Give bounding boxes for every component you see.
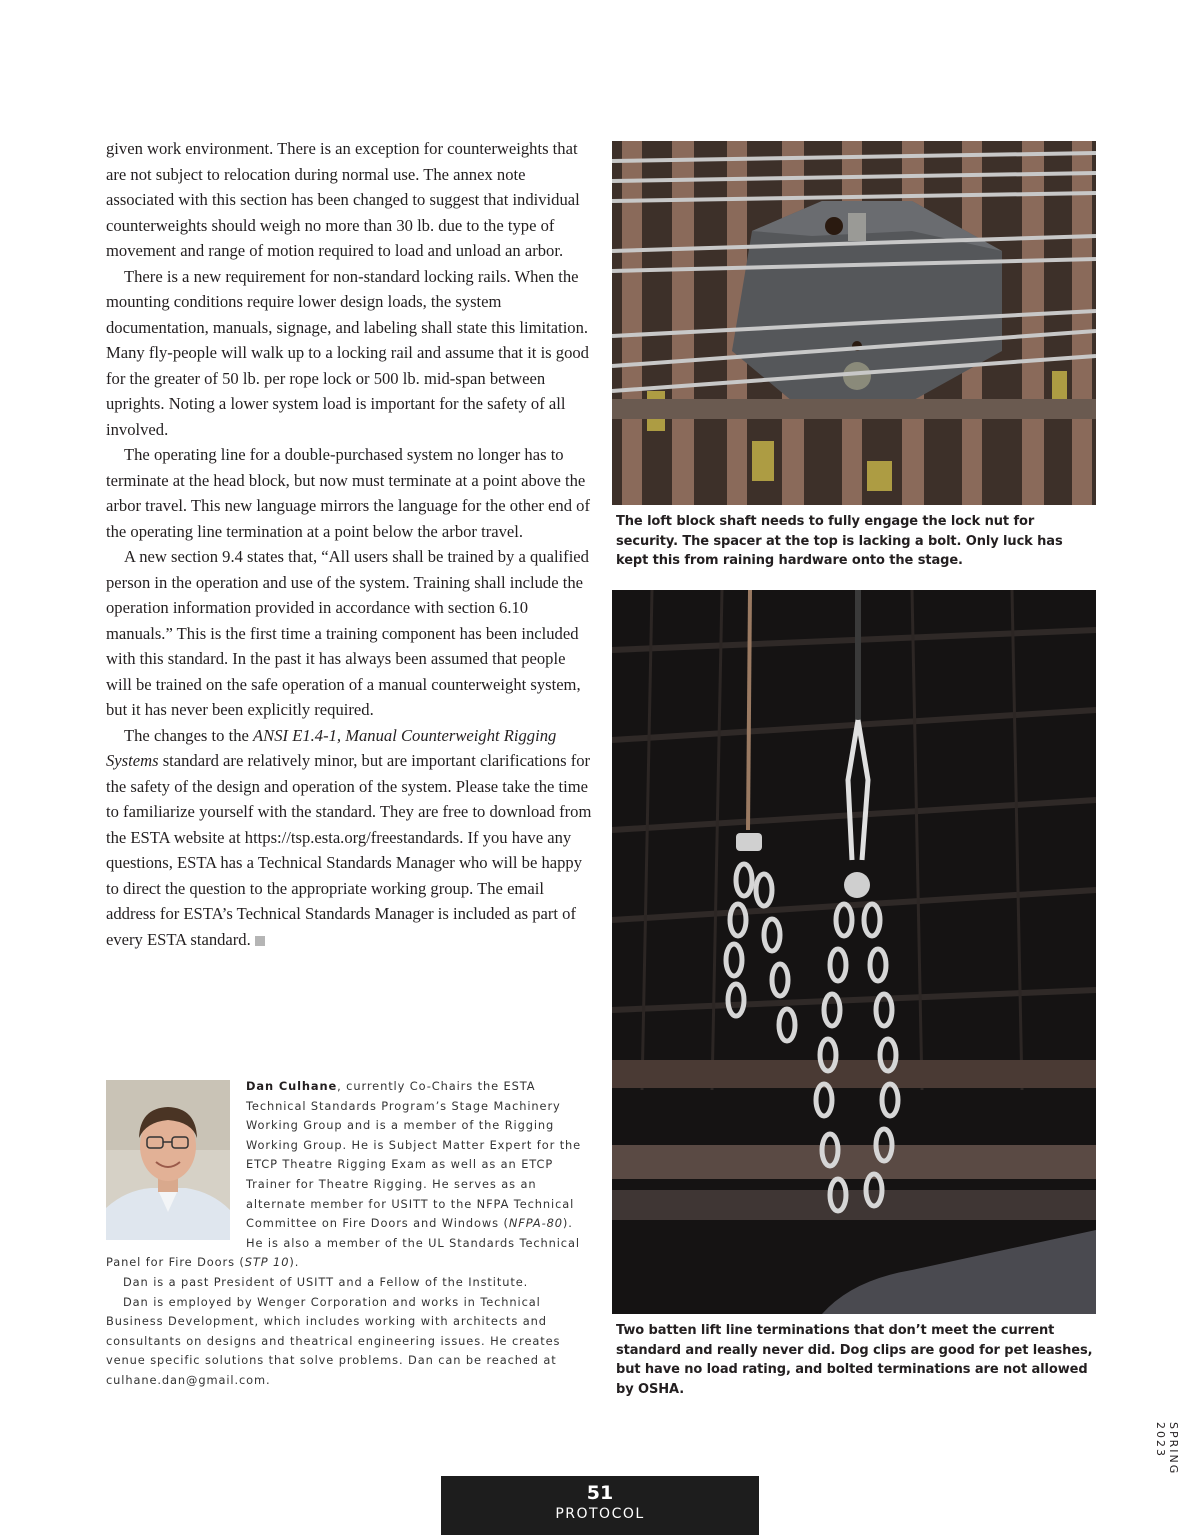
article-paragraph: given work environment. There is an exception for counterweights that are not subject to relocation during normal use. The annex note associated with this section has been changed to suggest that individual counterweights should weigh no more than 30 lb. due to the type of movement and range of motion required to load and unload an arbor. [106, 139, 580, 260]
code-reference: NFPA-80 [508, 1216, 563, 1231]
standard-title: ANSI E1.4-1, Manual Counterweight Rigging Systems [106, 725, 557, 770]
article-paragraph: The operating line for a double-purchased system no longer has to terminate at the head block, but now must terminate at a point above the arbor travel. This new language mirrors the language for the other end of the operating line termination at a point below the arbor travel. [106, 445, 590, 541]
lift-line-photo [612, 590, 1096, 1314]
loft-block-photo [612, 141, 1096, 505]
page-footer [441, 1476, 759, 1535]
magazine-name: PROTOCOL [555, 1506, 645, 1522]
author-photo [106, 1080, 230, 1240]
text-run: ). [289, 1255, 300, 1270]
article-paragraph [106, 723, 592, 953]
article-body [106, 136, 592, 952]
article-paragraph: There is a new requirement for non-standard locking rails. When the mounting conditions require lower design loads, the system documentation, manuals, signage, and labeling shall state this limitation. Many fly-people will walk up to a locking rail and assume that it is good for the greater of 50 lb. per rope lock or 500 lb. mid-span between uprights. Noting a lower system load is important for the safety of all involved. [106, 266, 589, 439]
text-run: standard are relatively minor, but are important clarifications for the safety of the design and operation of the system. Please take the time to familiarize yourself with the standard. They are free to download from the ESTA website at https://tsp.esta.org/freestandards. If you have any questions, ESTA has a Technical Standards Manager who will be happy to direct the question to the appropriate working group. The email address for ESTA’s Technical Standards Manager is included as part of every ESTA standard. [106, 751, 592, 949]
text-run: The changes to the [124, 725, 254, 745]
lift-line-image [612, 590, 1096, 1314]
text-run: , currently Co-Chairs the ESTA Technical Standards Program’s Stage Machinery Working Group and is a member of the Rigging Working Group. He is Subject Matter Expert for the ETCP Theatre Rigging Exam as well as an ETCP Trainer for Theatre Rigging. He serves as an alternate member for USITT to the NFPA Technical Committee on Fire Doors and Windows ( [246, 1079, 582, 1231]
issue-label: SPRING 2023 [1154, 1422, 1180, 1476]
bio-paragraph: Dan is a past President of USITT and a Fellow of the Institute. [123, 1274, 529, 1289]
figure-loft-block [612, 141, 1096, 571]
author-bio [106, 1077, 592, 1391]
text-run: ). He is also a member of the UL Standards Technical Panel for Fire Doors ( [106, 1216, 580, 1270]
article-paragraph: A new section 9.4 states that, “All users shall be trained by a qualified person in the operation and use of the system. Training shall include the operation information provided in accordance with section 6.10 manuals.” This is the first time a training component has been included with this standard. In the past it has always been assumed that people will be trained on the safe operation of a manual counterweight system, but it has never been explicitly required. [106, 547, 589, 719]
bio-paragraph: Dan is employed by Wenger Corporation and works in Technical Business Development, which includes working with architects and consultants on designs and theatrical engineering issues. He creates venue specific solutions that solve problems. Dan can be reached at culhane.dan@gmail.com. [106, 1294, 561, 1387]
loft-block-image [612, 141, 1096, 505]
code-reference: STP 10 [244, 1255, 290, 1270]
author-portrait-image [106, 1080, 230, 1240]
figure-caption: The loft block shaft needs to fully engage the lock nut for security. The spacer at the top is lacking a bolt. Only luck has kept this from raining hardware onto the stage. [616, 514, 1063, 568]
author-name: Dan Culhane [246, 1079, 338, 1093]
figure-lift-line-terminations [612, 590, 1096, 1399]
page-number: 51 [586, 1482, 614, 1504]
figure-caption: Two batten lift line terminations that don’t meet the current standard and really never did. Dog clips are good for pet leashes, but have no load rating, and bolted terminations are not allowed by OSHA. [616, 1323, 1093, 1397]
end-of-article-mark [255, 936, 265, 946]
